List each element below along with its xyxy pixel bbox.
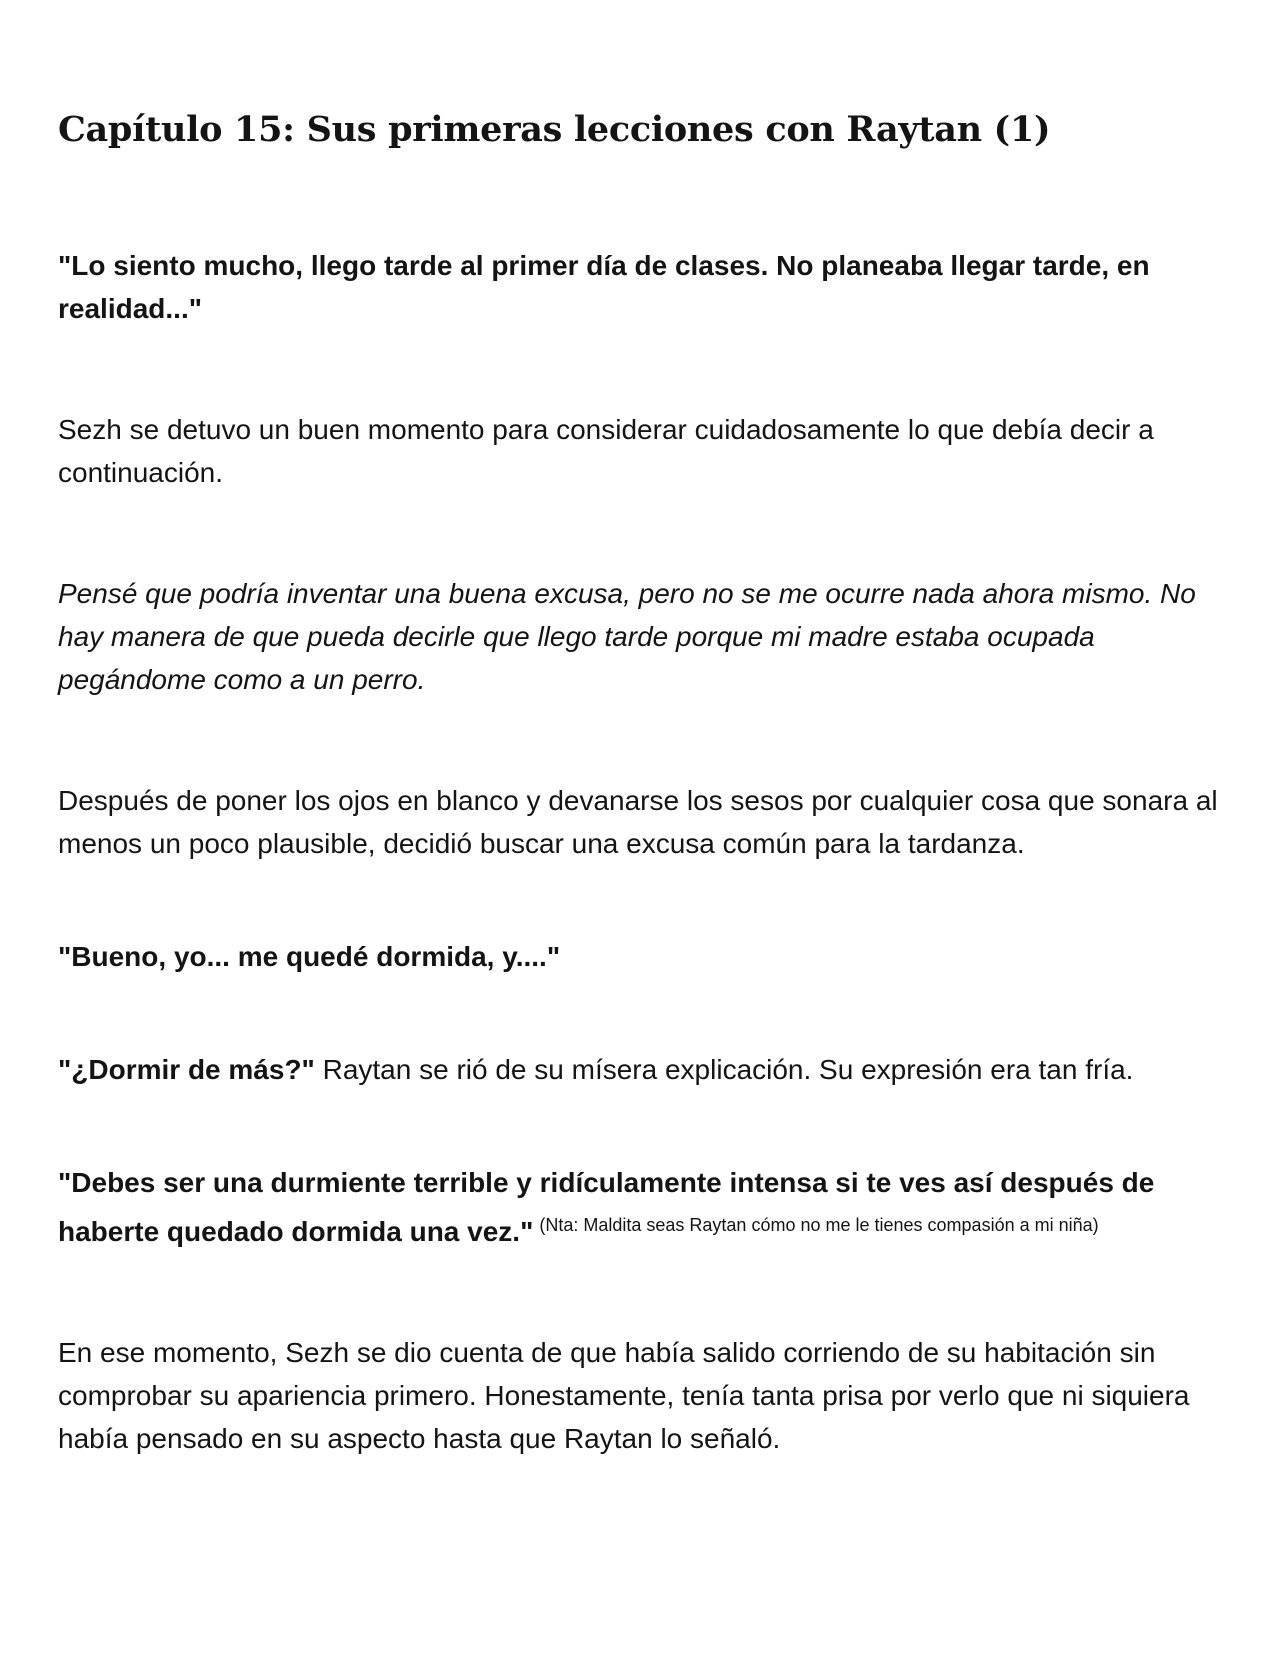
dialogue-overslept: "Bueno, yo... me quedé dormida, y...." [58,941,561,972]
dialogue-raytan-question [58,1048,1228,1091]
dialogue-raytan-remark [58,1161,1228,1253]
translator-note: (Nta: Maldita seas Raytan cómo no me le tienes compasión a mi niña) [539,1215,1099,1235]
narration-paragraph-1: Sezh se detuvo un buen momento para considerar cuidadosamente lo que debía decir a continuación. [58,414,1154,488]
document-page [58,108,1228,1460]
narration-raytan-laugh: Raytan se rió de su mísera explicación. Su expresión era tan fría. [314,1054,1134,1085]
inner-thought-paragraph: Pensé que podría inventar una buena excusa, pero no se me ocurre nada ahora mismo. No hay manera de que pueda decirle que llego tarde porque mi madre estaba ocupada pegándome como a un perro. [58,578,1196,695]
dialogue-raytan-quote: "¿Dormir de más?" [58,1054,315,1085]
dialogue-apology: "Lo siento mucho, llego tarde al primer día de clases. No planeaba llegar tarde, en realidad..." [58,250,1150,324]
chapter-title: Capítulo 15: Sus primeras lecciones con Raytan (1) [58,109,1051,150]
dialogue-raytan-remark-quote: "Debes ser una durmiente terrible y ridículamente intensa si te ves así después de haberte quedado dormida una vez." [58,1167,1155,1247]
narration-paragraph-2: Después de poner los ojos en blanco y devanarse los sesos por cualquier cosa que sonara al menos un poco plausible, decidió buscar una excusa común para la tardanza. [58,785,1218,859]
narration-paragraph-3: En ese momento, Sezh se dio cuenta de que había salido corriendo de su habitación sin comprobar su apariencia primero. Honestamente, tenía tanta prisa por verlo que ni siquiera había pensado en su aspecto hasta que Raytan lo señaló. [58,1337,1190,1454]
